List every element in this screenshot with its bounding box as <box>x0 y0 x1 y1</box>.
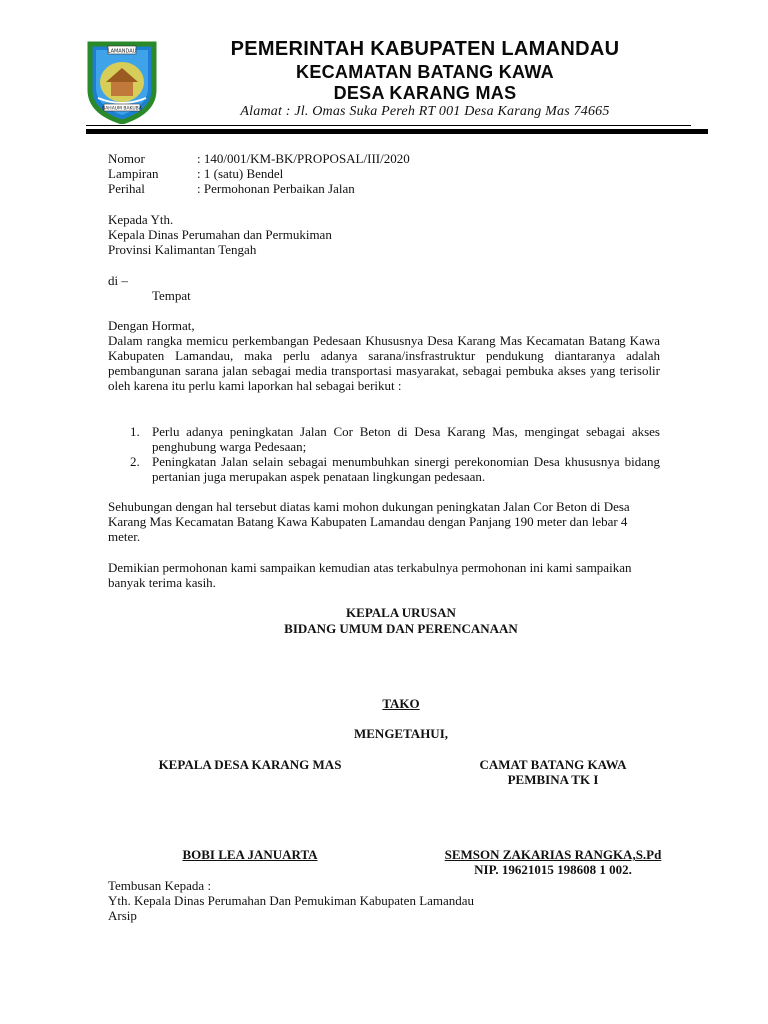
signoff-title1: KEPALA URUSAN <box>346 605 456 620</box>
point-1-number: 1. <box>130 424 140 439</box>
cc-line1: Yth. Kepala Dinas Perumahan Dan Pemukiman Kabupaten Lamandau <box>108 893 475 908</box>
meta-value-nomor: : 140/001/KM-BK/PROPOSAL/III/2020 <box>197 151 410 166</box>
recipient-line3: Provinsi Kalimantan Tengah <box>108 242 257 257</box>
meta-label-perihal: Perihal <box>108 181 145 196</box>
letterhead-line3: DESA KARANG MAS <box>333 83 517 103</box>
letterhead-divider-thick <box>86 129 708 134</box>
point-2-text: Peningkatan Jalan selain sebagai menumbuhkan sinergi perekonomian Desa khususnya bidang pertanian juga merupakan aspek penataan lingkungan pedesaan. <box>152 454 660 484</box>
recipient-line1: Kepada Yth. <box>108 212 174 227</box>
meta-label-nomor: Nomor <box>108 151 145 166</box>
letterhead <box>0 0 768 140</box>
logo-banner-bottom: BAHAUM BAKUBA <box>102 106 142 112</box>
regency-logo <box>84 38 160 124</box>
cc-heading: Tembusan Kepada : <box>108 878 212 893</box>
logo-banner-top: LAMANDAU <box>107 48 137 55</box>
recipient-di: di – <box>108 273 128 288</box>
recipient-tempat: Tempat <box>152 288 191 303</box>
point-1-text: Perlu adanya peningkatan Jalan Cor Beton di Desa Karang Mas, mengingat sebagai akses penghubung warga Pedesaan; <box>152 424 660 454</box>
paragraph-request: Sehubungan dengan hal tersebut diatas kami mohon dukungan peningkatan Jalan Cor Beton di Desa Karang Mas Kecamatan Batang Kawa Kabupaten Lamandau dengan Panjang 190 meter dan lebar 4 meter. <box>108 499 630 544</box>
recipient-line2: Kepala Dinas Perumahan dan Permukiman <box>108 227 332 242</box>
salutation: Dengan Hormat, <box>108 318 195 333</box>
letterhead-divider-thin <box>86 125 691 126</box>
sig-left-title: KEPALA DESA KARANG MAS <box>158 757 342 772</box>
point-2-number: 2. <box>130 454 140 469</box>
sig-right-title1: CAMAT BATANG KAWA <box>479 757 627 772</box>
signoff-mengetahui: MENGETAHUI, <box>353 726 448 741</box>
letterhead-address: Alamat : Jl. Omas Suka Pereh RT 001 Desa Karang Mas 74665 <box>240 104 610 119</box>
paragraph-closing: Demikian permohonan kami sampaikan kemudian atas terkabulnya permohonan ini kami sampaikan banyak terima kasih. <box>108 560 632 590</box>
cc-line2: Arsip <box>108 908 137 923</box>
letterhead-line2: KECAMATAN BATANG KAWA <box>296 62 554 82</box>
meta-value-perihal: : Permohonan Perbaikan Jalan <box>197 181 355 196</box>
letterhead-line1: PEMERINTAH KABUPATEN LAMANDAU <box>230 38 620 60</box>
sig-right-title2: PEMBINA TK I <box>507 772 599 787</box>
sig-right-nip: NIP. 19621015 198608 1 002. <box>474 862 632 877</box>
signoff-name: TAKO <box>382 696 420 711</box>
sig-right-name: SEMSON ZAKARIAS RANGKA,S.Pd <box>444 847 662 862</box>
meta-label-lampiran: Lampiran <box>108 166 159 181</box>
meta-value-lampiran: : 1 (satu) Bendel <box>197 166 284 181</box>
signoff-title2: BIDANG UMUM DAN PERENCANAAN <box>284 621 518 636</box>
sig-left-name: BOBI LEA JANUARTA <box>182 847 318 862</box>
intro-paragraph: Dalam rangka memicu perkembangan Pedesaan Khususnya Desa Karang Mas Kecamatan Batang Kawa Kabupaten Lamandau, maka perlu adanya sarana/insfrastruktur pendukung diantaranya adalah pembangunan sarana jalan sebagai media transportasi masyarakat, sebagai pembuka akses yang terisolir oleh karena itu perlu kami laporkan hal sebagai berikut : <box>108 333 660 393</box>
